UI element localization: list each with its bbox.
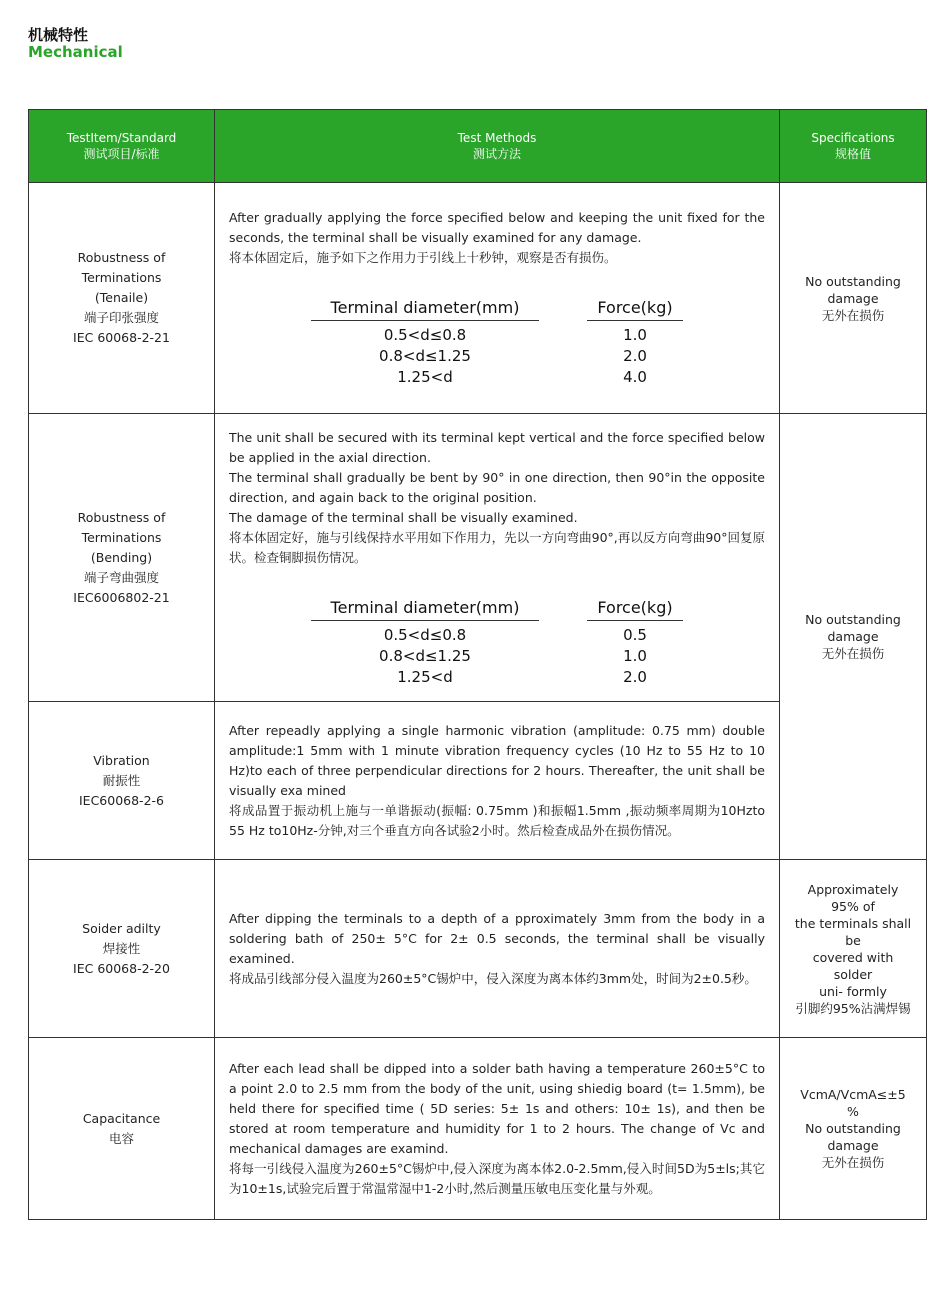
spec-line: solder bbox=[833, 966, 873, 982]
spec-line: uni- formly bbox=[819, 983, 887, 999]
header-test-item bbox=[29, 110, 215, 183]
diameter-value: 1.25<d bbox=[397, 667, 453, 686]
method-text-cn: 将成品置于振动机上施与一单谐振动(振幅: 0.75mm )和振幅1.5mm ,振动频率周期为10Hzto 55 Hz to10Hz-分钟,对三个垂直方向各试验2小时。然后检查成品外在损伤情况。 bbox=[229, 802, 765, 838]
table-row bbox=[29, 1038, 927, 1220]
header-test-methods-cn: 测试方法 bbox=[472, 147, 521, 161]
method-text: After dipping the terminals to a depth of a pproximately 3mm from the body in a soldering bath of 250± 5°C for 2± 0.5 seconds, the terminal shall be visually examined. bbox=[229, 910, 765, 966]
diameter-header: Terminal diameter(mm) bbox=[311, 298, 539, 321]
test-method-cell bbox=[215, 702, 780, 860]
diameter-value: 0.5<d≤0.8 bbox=[383, 326, 467, 344]
test-item-line: IEC6006802-21 bbox=[73, 589, 170, 605]
header-specifications-en: Specifications bbox=[811, 131, 895, 145]
test-item-line: 端子弯曲强度 bbox=[83, 569, 159, 585]
force-table bbox=[229, 298, 765, 388]
section-title-en: Mechanical bbox=[28, 43, 123, 61]
method-text-cn: 将成品引线部分侵入温度为260±5°C锡炉中，侵入深度为离本体约3mm处，时间为2±0.5秒。 bbox=[229, 970, 757, 986]
test-item-cell bbox=[29, 702, 215, 860]
mechanical-spec-table bbox=[28, 109, 927, 1220]
force-column bbox=[587, 598, 683, 688]
method-text: After gradually applying the force specified below and keeping the unit fixed for the seconds, the terminal shall be visually examined for any damage. bbox=[229, 210, 765, 245]
header-test-item-cn: 测试项目/标准 bbox=[83, 147, 160, 161]
force-table bbox=[229, 598, 765, 688]
spec-line: damage bbox=[827, 290, 879, 306]
spec-line: 无外在损伤 bbox=[821, 1155, 885, 1170]
method-text: The damage of the terminal shall be visually examined. bbox=[229, 509, 578, 525]
test-item-line: 焊接性 bbox=[102, 940, 141, 956]
test-method-cell bbox=[215, 414, 780, 702]
spec-line: 引脚约95%沾满焊锡 bbox=[795, 1000, 911, 1016]
test-item-line: (Tenaile) bbox=[94, 290, 149, 305]
force-value: 1.0 bbox=[623, 326, 647, 344]
test-item-cell bbox=[29, 1038, 215, 1220]
header-test-methods bbox=[215, 110, 780, 183]
test-item-line: Robustness of bbox=[77, 509, 166, 525]
test-item-line: Terminations bbox=[81, 529, 162, 545]
table-header-row bbox=[29, 110, 927, 183]
header-test-item-en: TestItem/Standard bbox=[66, 131, 177, 145]
force-value: 0.5 bbox=[623, 625, 647, 644]
test-item-cell bbox=[29, 183, 215, 414]
method-text-cn: 将本体固定好，施与引线保持水平用如下作用力，先以一方向弯曲90°,再以反方向弯曲90°回复原状。检查铜脚损伤情况。 bbox=[229, 529, 765, 565]
test-method-cell bbox=[215, 1038, 780, 1220]
test-item-line: Soider adilty bbox=[82, 920, 161, 936]
method-text: The unit shall be secured with its terminal kept vertical and the force specified below be applied in the axial direction. bbox=[229, 429, 765, 465]
spec-line: 95% of bbox=[831, 898, 875, 914]
method-text: After repeadly applying a single harmonic vibration (amplitude: 0.75 mm) double amplitude:1 5mm with 1 minute vibration frequency cycles (10 Hz to 55 Hz to 10 Hz)to each of three perpendicular directions for 2 hours. Thereafter, the unit shall be visually exa mined bbox=[229, 722, 765, 798]
specification-cell bbox=[780, 183, 927, 414]
spec-line: Approximately bbox=[807, 881, 899, 897]
spec-line: % bbox=[847, 1104, 859, 1119]
test-item-line: 端子印张强度 bbox=[83, 310, 159, 325]
test-item-line: 电容 bbox=[108, 1130, 134, 1146]
force-value: 2.0 bbox=[623, 667, 647, 686]
test-item-line: IEC 60068-2-21 bbox=[73, 330, 170, 345]
force-header: Force(kg) bbox=[587, 598, 683, 621]
spec-line: No outstanding bbox=[805, 273, 901, 289]
table-row bbox=[29, 860, 927, 1038]
header-specifications-cn: 规格值 bbox=[834, 147, 871, 161]
diameter-column bbox=[311, 298, 539, 388]
spec-line: be bbox=[845, 932, 861, 948]
method-text: After each lead shall be dipped into a solder bath having a temperature 260±5°C to a point 2.0 to 2.5 mm from the body of the unit, using shiedig board (t= 1.5mm), be held there for specified time ( 5D series: 5± 1s and others: 10± 1s), and then be stored at room temperature and humidity for 1 to 2 hours. The change of Vc and mechanical damages are examind. bbox=[229, 1060, 765, 1156]
diameter-column bbox=[311, 598, 539, 688]
method-text: The terminal shall gradually be bent by 90° in one direction, then 90°in the opposite direction, and again back to the original position. bbox=[229, 469, 765, 505]
test-item-line: IEC 60068-2-20 bbox=[73, 960, 170, 976]
force-value: 4.0 bbox=[623, 368, 647, 386]
table-row bbox=[29, 183, 927, 414]
spec-line: covered with bbox=[812, 949, 894, 965]
spec-line: damage bbox=[827, 1138, 879, 1153]
diameter-value: 0.8<d≤1.25 bbox=[379, 347, 471, 365]
force-value: 2.0 bbox=[623, 347, 647, 365]
test-item-line: Robustness of bbox=[77, 250, 166, 265]
diameter-value: 1.25<d bbox=[397, 368, 453, 386]
test-method-cell bbox=[215, 860, 780, 1038]
method-text-cn: 将每一引线侵入温度为260±5°C锡炉中,侵入深度为离本体2.0-2.5mm,侵入时间5D为5±ls;其它为10±1s,试验完后置于常温常湿中1-2小时,然后测量压敏电压变化量与外观。 bbox=[229, 1160, 765, 1196]
section-title-cn: 机械特性 bbox=[28, 26, 89, 44]
specification-cell bbox=[780, 860, 927, 1038]
specification-cell bbox=[780, 414, 927, 860]
test-item-line: Vibration bbox=[93, 752, 150, 768]
diameter-value: 0.5<d≤0.8 bbox=[383, 625, 467, 644]
spec-line: 无外在损伤 bbox=[821, 646, 885, 661]
spec-line: 无外在损伤 bbox=[821, 307, 885, 323]
spec-line: No outstanding bbox=[805, 612, 901, 627]
header-specifications bbox=[780, 110, 927, 183]
test-item-line: Capacitance bbox=[82, 1110, 161, 1126]
diameter-header: Terminal diameter(mm) bbox=[311, 598, 539, 621]
force-column bbox=[587, 298, 683, 388]
spec-line: VcmA/VcmA≤±5 bbox=[800, 1087, 906, 1102]
test-item-line: (Bending) bbox=[90, 549, 153, 565]
diameter-value: 0.8<d≤1.25 bbox=[379, 646, 471, 665]
force-header: Force(kg) bbox=[587, 298, 683, 321]
test-item-line: Terminations bbox=[81, 270, 162, 285]
spec-line: the terminals shall bbox=[794, 915, 912, 931]
test-item-line: IEC60068-2-6 bbox=[78, 792, 164, 808]
header-test-methods-en: Test Methods bbox=[457, 131, 537, 145]
test-item-line: 耐振性 bbox=[102, 772, 141, 788]
test-item-cell bbox=[29, 860, 215, 1038]
test-item-cell bbox=[29, 414, 215, 702]
force-value: 1.0 bbox=[623, 646, 647, 665]
spec-line: No outstanding bbox=[805, 1121, 901, 1136]
specification-cell bbox=[780, 1038, 927, 1220]
spec-line: damage bbox=[827, 629, 879, 644]
table-row bbox=[29, 414, 927, 702]
method-text-cn: 将本体固定后，施予如下之作用力于引线上十秒钟，观察是否有损伤。 bbox=[229, 250, 617, 265]
test-method-cell bbox=[215, 183, 780, 414]
